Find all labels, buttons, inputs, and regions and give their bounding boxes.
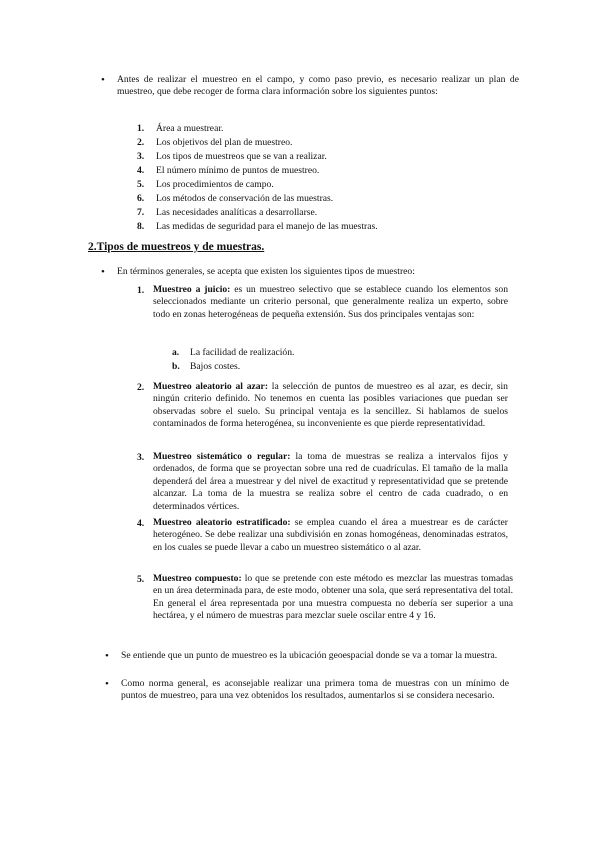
list-number: 4. bbox=[137, 165, 145, 176]
list-number: 7. bbox=[137, 207, 145, 218]
type-paragraph bbox=[153, 517, 508, 554]
type-title: Muestreo aleatorio estratificado: bbox=[153, 517, 291, 528]
general-rule-paragraph: Como norma general, es aconsejable realizar una primera toma de muestras con un mínimo de puntos de muestreo, para una vez obtenidos los resultados, aumentarlos si se considera necesario. bbox=[121, 678, 509, 702]
sublist-letter: a. bbox=[172, 347, 180, 358]
type-text: la toma de muestras se realiza a intervalos fijos y ordenados, de forma que se proyectan sobre una red de cuadrículas. El tamaño de la malla dependerá del área a muestrear y del nivel de exactitud y representatividad que se pretende alcanzar. La toma de la muestra se realiza sobre el centro de cada cuadrado, o en determinados vértices. bbox=[153, 451, 508, 512]
list-number: 3. bbox=[137, 151, 145, 162]
list-number: 8. bbox=[137, 221, 145, 232]
list-number: 6. bbox=[137, 193, 145, 204]
list-item: El número mínimo de puntos de muestreo. bbox=[156, 165, 320, 176]
type-text: es un muestreo selectivo que se establece cuando los elementos son seleccionados mediante un criterio personal, que generalmente realiza un experto, sobre todo en zonas heterogéneas de pequeña extensión. Sus dos principales ventajas son: bbox=[153, 284, 509, 320]
bullet-dot: • bbox=[101, 266, 105, 278]
type-number: 1. bbox=[137, 285, 145, 296]
list-number: 2. bbox=[137, 137, 145, 148]
type-title: Muestreo sistemático o regular: bbox=[153, 451, 291, 462]
list-item: Las necesidades analíticas a desarrollarse. bbox=[156, 207, 318, 218]
intro-paragraph: Antes de realizar el muestreo en el campo, y como paso previo, es necesario realizar un plan de muestreo, que debe recoger de forma clara información sobre los siguientes puntos: bbox=[117, 74, 519, 98]
list-item: Los tipos de muestreos que se van a realizar. bbox=[156, 151, 327, 162]
bullet-dot: • bbox=[105, 650, 109, 662]
type-number: 3. bbox=[137, 452, 145, 463]
type-paragraph bbox=[153, 381, 508, 431]
type-text: lo que se pretende con este método es mezclar las muestras tomadas en un área determinada para, de este modo, obtener una sola, que será representativa del total. En general el área representada por una muestra compuesta no debería ser superior a una hectárea, y el número de muestras para mezclar suele oscilar entre 4 y 16. bbox=[153, 573, 513, 622]
sublist-item: Bajos costes. bbox=[190, 361, 241, 372]
list-number: 1. bbox=[137, 123, 145, 134]
list-item: Los objetivos del plan de muestreo. bbox=[156, 137, 293, 148]
types-intro: En términos generales, se acepta que existen los siguientes tipos de muestreo: bbox=[117, 266, 415, 277]
type-number: 5. bbox=[137, 574, 145, 585]
bullet-dot: • bbox=[105, 678, 109, 690]
type-number: 2. bbox=[137, 382, 145, 393]
list-item: Área a muestrear. bbox=[156, 123, 224, 134]
type-title: Muestreo aleatorio al azar: bbox=[153, 381, 269, 392]
sublist-item: La facilidad de realización. bbox=[190, 347, 295, 358]
list-item: Los métodos de conservación de las muestras. bbox=[156, 193, 334, 204]
type-number: 4. bbox=[137, 518, 145, 529]
list-number: 5. bbox=[137, 179, 145, 190]
sampling-point-paragraph: Se entiende que un punto de muestreo es la ubicación geoespacial donde se va a tomar la muestra. bbox=[121, 650, 498, 661]
list-item: Los procedimientos de campo. bbox=[156, 179, 274, 190]
list-item: Las medidas de seguridad para el manejo de las muestras. bbox=[156, 221, 378, 232]
type-text: se emplea cuando el área a muestrear es de carácter heterogéneo. Se debe realizar una subdivisión en zonas homogéneas, denominadas estratos, en los cuales se puede llevar a cabo un muestreo sistemático o al azar. bbox=[153, 517, 509, 553]
type-paragraph bbox=[153, 573, 513, 623]
bullet-dot: • bbox=[101, 74, 105, 86]
section-heading: 2.Tipos de muestreos y de muestras. bbox=[88, 241, 265, 253]
type-title: Muestreo a juicio: bbox=[153, 284, 231, 295]
type-title: Muestreo compuesto: bbox=[153, 573, 242, 584]
sublist-letter: b. bbox=[172, 361, 180, 372]
type-paragraph bbox=[153, 451, 508, 513]
type-text: la selección de puntos de muestreo es al azar, es decir, sin ningún criterio definido. No tenemos en cuenta las posibles variaciones que puedan ser observadas sobre el suelo. Su principal ventaja es la sencillez. Si hablamos de suelos contaminados de forma heterogénea, su inconveniente es que pierde representatividad. bbox=[153, 381, 508, 430]
type-paragraph bbox=[153, 284, 508, 321]
